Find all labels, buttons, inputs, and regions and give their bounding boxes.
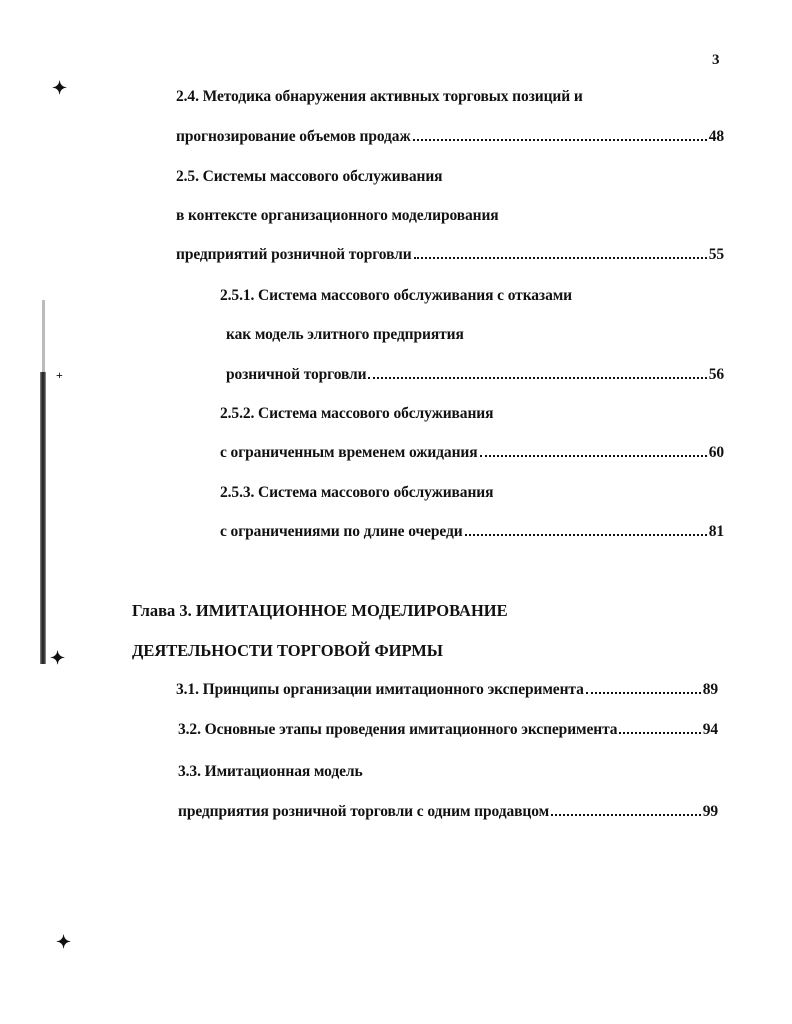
leader-dots [465, 534, 707, 536]
scan-binding-edge [40, 372, 46, 664]
toc-2-4-title: 2.4. Методика обнаружения активных торговых позиций и [176, 88, 583, 105]
toc-2-5-1-title: 2.5.1. Система массового обслуживания с отказами [220, 287, 573, 304]
toc-2-5-3-title: 2.5.3. Система массового обслуживания [220, 484, 494, 501]
toc-2-5-2-title-line2: с ограниченным временем ожидания [220, 444, 478, 461]
toc-2-5-title: 2.5. Системы массового обслуживания [176, 168, 443, 185]
toc-3-1-title: 3.1. Принципы организации имитационного эксперимента [176, 681, 584, 698]
toc-2-4-page: 48 [708, 128, 724, 145]
scan-mark-bottom-icon: ✦ [56, 932, 72, 952]
toc-3-2-title: 3.2. Основные этапы проведения имитационного эксперимента [178, 721, 618, 738]
scan-mark-top-icon: ✦ [52, 78, 68, 98]
leader-dots [586, 692, 701, 694]
chapter-3-title: Глава 3. ИМИТАЦИОННОЕ МОДЕЛИРОВАНИЕ [132, 601, 508, 620]
toc-2-5-1-page: 56 [708, 366, 724, 383]
toc-entry-2-4[interactable] [176, 128, 724, 146]
chapter-3-title-line2: ДЕЯТЕЛЬНОСТИ ТОРГОВОЙ ФИРМЫ [132, 641, 443, 660]
toc-2-5-1-title-line2: как модель элитного предприятия [226, 326, 464, 343]
toc-2-5-title-line3: предприятий розничной торговли [176, 246, 412, 263]
toc-entry-3-2[interactable] [178, 721, 718, 739]
toc-entry-3-3[interactable] [178, 803, 718, 821]
toc-entry-2-5[interactable] [176, 246, 724, 264]
leader-dots [619, 732, 700, 734]
leader-dots [414, 257, 707, 259]
toc-2-5-title-line2: в контексте организационного моделирования [176, 207, 499, 224]
toc-2-5-1-title-line3: розничной торговли [226, 366, 367, 383]
page-number: 3 [712, 52, 720, 68]
toc-3-3-page: 99 [702, 803, 718, 820]
toc-2-4-title-cont: прогнозирование объемов продаж [176, 128, 411, 145]
toc-2-5-2-page: 60 [708, 444, 724, 461]
scan-mark-binding-icon: ✦ [50, 648, 66, 668]
toc-3-1-page: 89 [702, 681, 718, 698]
toc-2-5-2-title: 2.5.2. Система массового обслуживания [220, 405, 494, 422]
toc-entry-2-5-1[interactable] [226, 366, 724, 384]
leader-dots [551, 814, 701, 816]
toc-2-5-page: 55 [708, 246, 724, 263]
leader-dots [413, 139, 707, 141]
toc-entry-2-5-3[interactable] [220, 523, 724, 541]
toc-3-3-title: 3.3. Имитационная модель [178, 763, 363, 780]
toc-3-3-title-line2: предприятия розничной торговли с одним продавцом [178, 803, 550, 820]
toc-2-5-3-page: 81 [708, 523, 724, 540]
toc-2-5-3-title-line2: с ограничениями по длине очереди [220, 523, 463, 540]
toc-entry-2-5-2[interactable] [220, 444, 724, 462]
scan-binding-shadow [42, 300, 45, 380]
scan-mark-mid-icon: + [56, 368, 63, 382]
toc-entry-3-1[interactable] [176, 681, 718, 699]
leader-dots [368, 377, 706, 379]
toc-3-2-page: 94 [702, 721, 718, 738]
leader-dots [480, 455, 707, 457]
